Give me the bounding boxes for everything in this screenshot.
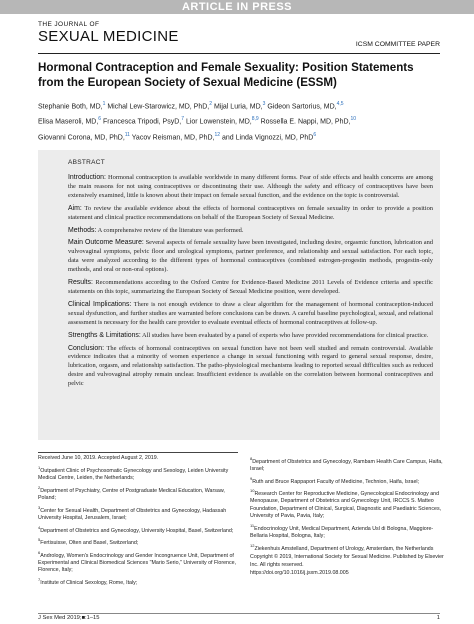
journal-name-line2: SEXUAL MEDICINE bbox=[38, 28, 179, 45]
abstract-paragraph bbox=[68, 279, 433, 297]
author-line bbox=[38, 98, 448, 113]
author-name: and Linda Vignozzi, MD, PhD bbox=[220, 133, 314, 141]
author-affiliation-ref[interactable]: 6 bbox=[98, 116, 102, 123]
affiliation-text: Outpatient Clinic of Psychosomatic Gynecology and Sexology, Leiden University Medical Centre, Leiden, the Netherlands; bbox=[38, 468, 229, 482]
affiliations-left bbox=[38, 455, 238, 589]
abstract-section-text: Several aspects of female sexuality have been investigated, including desire, orgasmic function, lubrication and vulvovaginal symptoms, pelvic floor and urological symptoms, partner preference, and relationship and sexual satisfaction. For each topic, data were analyzed according to the different types of hormonal contraceptives (combined estrogen-progestin methods, progestin-only methods, and oral or non-oral options). bbox=[68, 239, 433, 274]
author-name: Gideon Sartorius, MD, bbox=[265, 103, 337, 111]
abstract-paragraph bbox=[68, 227, 433, 236]
abstract-section-text: A comprehensive review of the literature was performed. bbox=[96, 226, 244, 234]
affiliation-text: Andrology, Women's Endocrinology and Gender Incongruence Unit, Department of Experimental and Clinical Biomedical Sciences "Mario Serio," University of Florence, Florence, Italy; bbox=[38, 552, 237, 574]
abstract-section-label: Strengths & Limitations: bbox=[68, 331, 141, 339]
journal-citation: J Sex Med 2019;■:1–15 bbox=[38, 615, 100, 621]
affiliation-number: 7 bbox=[38, 577, 41, 583]
abstract-section-text: Recommendations according to the Oxford Centre for Evidence-Based Medicine 2011 Levels of Evidence criteria and specific statements on this topic, summarizing the European Society of Sexual Medicine position, were developed. bbox=[68, 279, 433, 295]
affiliation-number: 12 bbox=[250, 542, 255, 548]
abstract-paragraph bbox=[68, 239, 433, 275]
author-name: Giovanni Corona, MD, PhD, bbox=[38, 133, 125, 141]
affiliation-note bbox=[250, 487, 446, 520]
author-name: Stephanie Both, MD, bbox=[38, 103, 103, 111]
author-affiliation-ref[interactable]: 12 bbox=[214, 131, 221, 138]
affiliation-text: Ruth and Bruce Rappaport Faculty of Medicine, Technion, Haifa, Israel; bbox=[252, 478, 420, 485]
affiliation-text: Department of Obstetrics and Gynecology, Rambam Health Care Campus, Haifa, Israel; bbox=[250, 458, 443, 473]
abstract-paragraph bbox=[68, 205, 433, 223]
affiliation-text: Center for Sexual Health, Department of Obstetrics and Gynecology, Hadassah University Hospital, Jerusalem, Israel; bbox=[38, 507, 227, 522]
affiliation-note bbox=[38, 576, 238, 587]
abstract-section-text: The effects of hormonal contraceptives on sexual function have not been well studied and remain controversial. Available evidence indicates that a minority of women experience a change in sexual functioning with regard to general sexual response, desire, lubrication, orgasm, and relationship satisfaction. The patho-physiological mechanisms leading to reported sexual difficulties such as reduced desire and vulvovaginal atrophy remain unclear. Insufficient evidence is available on the correlation between hormonal contraceptives and pelvic bbox=[68, 344, 433, 388]
abstract-section-label: Clinical Implications: bbox=[68, 300, 132, 308]
article-in-press-banner: ARTICLE IN PRESS bbox=[0, 0, 474, 14]
affiliation-number: 9 bbox=[250, 475, 253, 481]
author-name: Lior Lowenstein, MD, bbox=[184, 118, 252, 126]
author-name: Francesca Tripodi, PsyD, bbox=[101, 118, 182, 126]
author-affiliation-ref[interactable]: 7 bbox=[181, 116, 184, 123]
article-title: Hormonal Contraception and Female Sexuality: Position Statements from the European Society of Sexual Medicine (ESSM) bbox=[38, 61, 414, 89]
author-line bbox=[38, 129, 448, 144]
abstract-section-label: Methods: bbox=[68, 226, 97, 234]
abstract-section-label: Conclusion: bbox=[68, 344, 105, 352]
affiliation-number: 10 bbox=[250, 488, 255, 494]
affiliation-number: 11 bbox=[250, 522, 255, 528]
affiliation-note bbox=[250, 542, 446, 553]
affiliation-note bbox=[250, 522, 446, 540]
footnote-divider bbox=[38, 452, 238, 453]
abstract-paragraph bbox=[68, 174, 433, 201]
author-affiliation-ref[interactable]: 6 bbox=[313, 131, 317, 138]
author-name: Elisa Maseroli, MD, bbox=[38, 118, 99, 126]
affiliation-text: Institute of Clinical Sexology, Rome, Italy; bbox=[40, 579, 138, 586]
section-label: ICSM COMMITTEE PAPER bbox=[355, 41, 440, 48]
abstract-section-text: All studies have been evaluated by a panel of experts who have provided recommendations for clinical practice. bbox=[140, 331, 429, 339]
affiliation-note bbox=[38, 536, 238, 547]
affiliation-number: 4 bbox=[38, 524, 41, 530]
author-line bbox=[38, 113, 448, 128]
abstract-heading: ABSTRACT bbox=[68, 159, 106, 166]
affiliation-text: Department of Psychiatry, Centre of Postgraduate Medical Education, Warsaw, Poland; bbox=[38, 487, 225, 502]
author-list bbox=[38, 98, 448, 144]
abstract-paragraph bbox=[68, 345, 433, 390]
affiliations-right bbox=[250, 455, 446, 579]
header-divider bbox=[38, 53, 440, 54]
author-name: Yacov Reisman, MD, PhD, bbox=[129, 133, 215, 141]
abstract-section-text: To review the available evidence about the effects of hormonal contraceptives on female sexuality in order to provide a position statement and clinical practice recommendations on behalf of the European Society of Sexual Medicine. bbox=[68, 204, 433, 221]
abstract-box bbox=[38, 150, 440, 440]
abstract-section-text: There is not enough evidence to draw a clear algorithm for the management of hormonal contraception-induced sexual dysfunction, and further studies are warranted before conclusions can be drawn. A careful baseline psychological, sexual, and relational assessment is necessary for the health care provider to evaluate eventual effects of hormonal contraceptives at follow-up. bbox=[68, 300, 434, 326]
author-affiliation-ref[interactable]: 1 bbox=[102, 101, 106, 107]
page-number: 1 bbox=[436, 615, 440, 621]
author-affiliation-ref[interactable]: 4,5 bbox=[336, 101, 344, 107]
abstract-section-label: Aim: bbox=[68, 204, 82, 212]
affiliation-note bbox=[250, 455, 446, 473]
copyright-notice: Copyright © 2019, International Society for Sexual Medicine. Published by Elsevier Inc. All rights reserved. bbox=[250, 554, 444, 568]
affiliation-number: 2 bbox=[38, 485, 41, 491]
affiliation-note bbox=[38, 524, 238, 535]
affiliation-number: 1 bbox=[38, 465, 41, 471]
author-affiliation-ref[interactable]: 2 bbox=[209, 101, 213, 107]
author-affiliation-ref[interactable]: 10 bbox=[350, 116, 357, 123]
journal-logo bbox=[38, 21, 179, 45]
author-affiliation-ref[interactable]: 8,9 bbox=[251, 116, 259, 123]
affiliation-text: Research Center for Reproductive Medicine, Gynecological Endocrinology and Menopause, Department of Obstetrics and Gynecology Unit, IRCCS S. Matteo Foundation, Department of Clinical, Surgical, Diagnostic and Paediatric Sciences, University of Pavia, Pavia, Italy; bbox=[250, 491, 442, 520]
affiliation-text: Endocrinology Unit, Medical Department, Azienda Usl di Bologna, Maggiore-Bellaria Hospital, Bologna, Italy; bbox=[250, 525, 434, 539]
affiliation-note bbox=[38, 484, 238, 502]
author-name: Michal Lew-Starowicz, MD, PhD, bbox=[105, 103, 210, 111]
affiliation-note bbox=[38, 549, 238, 575]
doi-link[interactable]: https://doi.org/10.1016/j.jsxm.2019.08.005 bbox=[250, 570, 349, 577]
author-affiliation-ref[interactable]: 3 bbox=[262, 101, 266, 107]
affiliation-text: Department of Obstetrics and Gynecology, University Hospital, Basel, Switzerland; bbox=[40, 527, 234, 534]
affiliation-note bbox=[38, 504, 238, 522]
affiliation-number: 3 bbox=[38, 505, 41, 511]
abstract-paragraph bbox=[68, 301, 433, 328]
affiliation-text: Ziekenhuis Amstelland, Department of Urology, Amsterdam, the Netherlands bbox=[254, 545, 434, 552]
author-name: Mijal Luria, MD, bbox=[212, 103, 263, 111]
author-affiliation-ref[interactable]: 11 bbox=[124, 131, 130, 138]
abstract-body bbox=[68, 174, 433, 393]
affiliation-note bbox=[250, 475, 446, 486]
affiliation-note bbox=[38, 464, 238, 482]
abstract-section-text: Hormonal contraception is available worldwide in many different forms. Fear of side effects and health concerns are among the main reasons for not using contraceptives or discontinuing their use. Although the safety and efficacy of contraceptives have been extensively examined, little is known about their impact on female sexual function, and the evidence on the topic is controversial. bbox=[68, 174, 433, 199]
abstract-section-label: Introduction: bbox=[68, 174, 106, 181]
affiliation-number: 6 bbox=[38, 550, 41, 555]
affiliation-text: Fertisuisse, Olten and Basel, Switzerland; bbox=[40, 540, 139, 547]
author-name: Rossella E. Nappi, MD, PhD, bbox=[258, 118, 351, 126]
affiliation-number: 5 bbox=[38, 537, 41, 543]
abstract-section-label: Main Outcome Measure: bbox=[68, 239, 144, 247]
footer-divider bbox=[38, 613, 440, 614]
abstract-paragraph bbox=[68, 332, 433, 341]
abstract-section-label: Results: bbox=[68, 279, 93, 287]
journal-name-line1: THE JOURNAL OF bbox=[38, 21, 100, 28]
received-date: Received June 10, 2019. Accepted August 2, 2019. bbox=[38, 455, 159, 461]
affiliation-number: 8 bbox=[250, 456, 253, 461]
